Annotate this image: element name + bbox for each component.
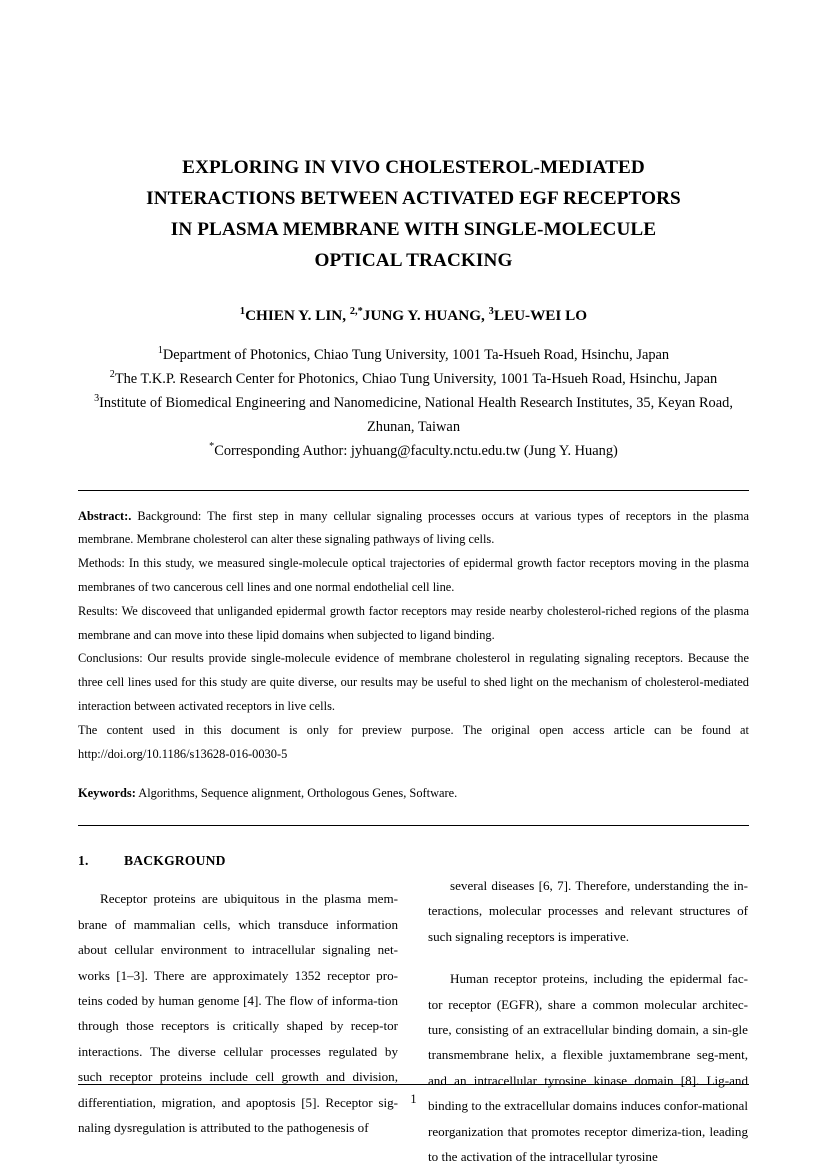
author-name-3: LEU-WEI LO [493, 307, 588, 325]
author-list [78, 305, 749, 326]
abstract-text-background: Background: The first step in many cellular signaling processes occurs at various types of receptors in the plasma membrane. Membrane cholesterol can alter these signaling pathways of living cells. [78, 508, 749, 547]
page-number: 1 [410, 1092, 417, 1106]
body-paragraph: several diseases [6, 7]. Therefore, understanding the in-teractions, molecular processes and relevant structures of such signaling receptors is imperative. [428, 878, 748, 944]
author-name-2: JUNG Y. HUANG, [362, 307, 485, 325]
abstract-bottom-rule [78, 825, 749, 826]
affiliation-2 [78, 367, 749, 391]
page-content [78, 0, 749, 1169]
affiliation-text-3: Institute of Biomedical Engineering and Nanomedicine, National Health Research Institutes, 35, Keyan Road, Zhunan, Taiwan [99, 395, 733, 436]
page-footer [78, 1084, 749, 1107]
author-name-1: CHIEN Y. LIN, [245, 307, 347, 325]
affiliation-text-2: The T.K.P. Research Center for Photonics, Chiao Tung University, 1001 Ta-Hsueh Road, Hsinchu, Japan [114, 370, 718, 387]
abstract-paragraph-conclusions: Conclusions: Our results provide single-molecule evidence of membrane cholesterol in regulating signaling receptors. Because the three cell lines used for this study are quite diverse, our results may be useful to shed light on the mechanism of cholesterol-mediated interaction between activated receptors in live cells. [78, 651, 749, 714]
abstract-top-rule [78, 490, 749, 491]
affiliation-text-corresponding: Corresponding Author: jyhuang@faculty.nctu.edu.tw (Jung Y. Huang) [214, 443, 618, 460]
body-column-right [428, 848, 748, 1169]
body-columns [78, 848, 749, 1169]
keywords-label: Keywords: [78, 785, 136, 800]
keywords-text: Algorithms, Sequence alignment, Orthologous Genes, Software. [138, 785, 458, 800]
affiliation-3 [78, 391, 749, 439]
title-line-1: EXPLORING IN VIVO CHOLESTEROL-MEDIATED [182, 157, 645, 178]
abstract-paragraph-results: Results: We discoveed that unliganded epidermal growth factor receptors may reside nearby cholesterol-riched regions of the plasma membrane and can move into these lipid domains when subjected to ligand binding. [78, 603, 749, 642]
author-marker-3: 3 [488, 306, 494, 318]
abstract-paragraph-preview-notice: The content used in this document is only for preview purpose. The original open access article can be found at http://doi.org/10.1186/s13628-016-0030-5 [78, 722, 749, 761]
title-line-4: OPTICAL TRACKING [314, 250, 513, 272]
section-number: 1. [78, 853, 89, 869]
affiliation-list [78, 343, 749, 464]
affiliation-marker-2: 2 [109, 369, 115, 381]
section-heading-background [78, 848, 398, 874]
body-paragraph: Human receptor proteins, including the epidermal fac-tor receptor (EGFR), share a common molecular architec-ture, consisting of an extracellular binding domain, a sin-gle transmembrane helix, a flexible juxtamembrane seg-ment, and an intracellular tyrosine kinase domain [8]. Lig-and binding to the extracellular domains induces confor-mational reorganization that promotes receptor dimeriza-tion, leading to the activation of the intracellular tyrosine [428, 971, 748, 1164]
title-line-2: INTERACTIONS BETWEEN ACTIVATED EGF RECEPTORS [146, 188, 681, 210]
page-title [78, 152, 749, 276]
section-title: BACKGROUND [124, 853, 226, 869]
affiliation-marker-corresponding: * [209, 441, 215, 453]
abstract-block [78, 505, 749, 767]
abstract-paragraph-methods: Methods: In this study, we measured single-molecule optical trajectories of epidermal growth factor receptors moving in the plasma membranes of two cancerous cell lines and one normal endothelial cell line. [78, 556, 749, 595]
affiliation-1 [78, 343, 749, 367]
affiliation-marker-1: 1 [157, 344, 163, 356]
keywords-block [78, 782, 749, 806]
affiliation-text-1: Department of Photonics, Chiao Tung University, 1001 Ta-Hsueh Road, Hsinchu, Japan [162, 346, 670, 363]
abstract-paragraph-background [78, 505, 749, 553]
author-marker-1: 1 [239, 306, 246, 318]
affiliation-marker-3: 3 [94, 393, 100, 405]
affiliation-corresponding [78, 439, 749, 463]
abstract-label: Abstract:. [78, 508, 132, 523]
author-marker-2: 2,* [349, 306, 363, 318]
footer-rule [78, 1084, 749, 1085]
column-top-spacer [428, 848, 748, 873]
body-paragraph: Receptor proteins are ubiquitous in the plasma mem-brane of mammalian cells, which transduce information about cellular environment to intracellular signaling net-works [1–3]. There are approximately 1352 receptor pro-teins coded by human genome [4]. The flow of informa-tion through those receptors is critically shaped by recep-tor interactions. The diverse cellular processes regulated by such receptor proteins include cell growth and division, differentiation, migration, and apoptosis [5]. Receptor sig-naling dysregulation is attributed to the pathogenesis of [78, 891, 398, 1135]
title-line-3: IN PLASMA MEMBRANE WITH SINGLE-MOLECULE [170, 219, 657, 241]
body-column-left [78, 848, 398, 1169]
